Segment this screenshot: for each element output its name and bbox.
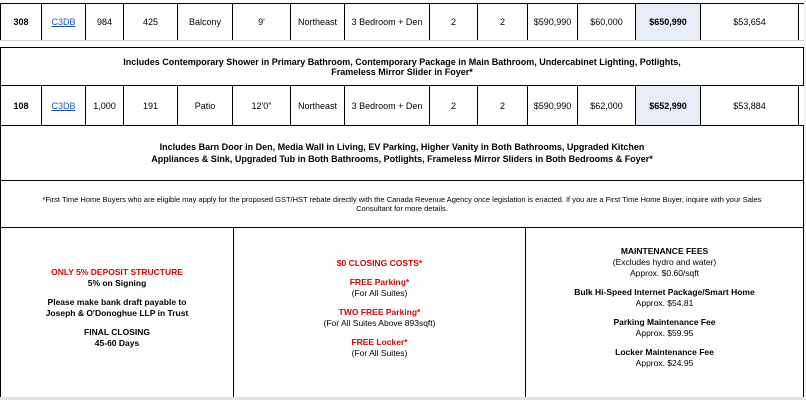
deposit-amount: $53,884 — [700, 86, 799, 125]
interior-sqft: 984 — [85, 4, 123, 40]
maintenance-fees-title: MAINTENANCE FEES — [620, 246, 709, 256]
final-closing-title: FINAL CLOSING — [84, 327, 150, 337]
perks-column — [233, 228, 525, 397]
parking-fee-value: Approx. $59.95 — [635, 328, 694, 338]
maintenance-fees-note: (Excludes hydro and water) — [612, 257, 717, 267]
outdoor-type: Balcony — [177, 4, 232, 40]
two-free-parking-title: TWO FREE Parking* — [338, 307, 421, 317]
maintenance-fees-value: Approx. $0.60/sqft — [630, 268, 699, 278]
unit-number: 308 — [0, 4, 41, 40]
free-parking-title: FREE Parking* — [349, 277, 410, 287]
free-locker-sub: (For All Suites) — [351, 348, 408, 358]
suite-row-308 — [0, 3, 804, 40]
suite-308-inclusions: Includes Contemporary Shower in Primary Bathroom, Contemporary Package in Main Bathroom, Undercabinet Lighting, Potlights, Frameless Mirror Slider in Foyer* — [0, 47, 804, 85]
model-link[interactable]: C3DB — [41, 86, 85, 125]
interior-sqft: 1,000 — [85, 86, 123, 125]
model-link[interactable]: C3DB — [41, 4, 85, 40]
bank-draft-line2: Joseph & O'Donoghue LLP in Trust — [45, 308, 189, 318]
suite-row-108 — [0, 85, 804, 125]
outdoor-sqft: 191 — [123, 86, 177, 125]
deposit-column — [1, 228, 233, 397]
deposit-headline: ONLY 5% DEPOSIT STRUCTURE — [51, 267, 183, 277]
locker-fee-title: Locker Maintenance Fee — [615, 347, 714, 357]
deposit-sub: 5% on Signing — [87, 278, 147, 288]
exposure: Northeast — [290, 4, 344, 40]
total-price: $650,990 — [635, 4, 700, 40]
parking-fee-title: Parking Maintenance Fee — [613, 317, 716, 327]
base-price: $590,990 — [527, 86, 577, 125]
outdoor-type: Patio — [177, 86, 232, 125]
bathrooms: 2 — [477, 4, 527, 40]
exposure: Northeast — [290, 86, 344, 125]
internet-package-value: Approx. $54.81 — [635, 298, 694, 308]
layout-type: 3 Bedroom + Den — [344, 4, 429, 40]
bedrooms: 2 — [429, 4, 477, 40]
closing-costs: $0 CLOSING COSTS* — [336, 258, 423, 268]
internet-package-title: Bulk Hi-Speed Internet Package/Smart Home — [574, 287, 755, 297]
outdoor-sqft: 425 — [123, 4, 177, 40]
bank-draft-line1: Please make bank draft payable to — [47, 297, 187, 307]
bathrooms: 2 — [477, 86, 527, 125]
bedrooms: 2 — [429, 86, 477, 125]
premium: $60,000 — [577, 4, 635, 40]
locker-fee-value: Approx. $24.95 — [635, 358, 694, 368]
free-parking-sub: (For All Suites) — [351, 288, 408, 298]
free-locker-title: FREE Locker* — [351, 337, 408, 347]
total-price: $652,990 — [635, 86, 700, 125]
fees-column — [525, 228, 803, 397]
two-free-parking-sub: (For All Suites Above 893sqft) — [323, 318, 436, 328]
final-closing-value: 45-60 Days — [94, 338, 140, 348]
layout-type: 3 Bedroom + Den — [344, 86, 429, 125]
gst-rebate-disclaimer: *First Time Home Buyers who are eligible may apply for the proposed GST/HST rebate directly with the Canada Revenue Agency once legislation is enacted. If you are a First Time Home Buyer, inquire with your Sales Consultant for more details. — [0, 180, 804, 227]
premium: $62,000 — [577, 86, 635, 125]
incentives-section — [0, 227, 804, 397]
base-price: $590,990 — [527, 4, 577, 40]
unit-number: 108 — [0, 86, 41, 125]
deposit-amount: $53,654 — [700, 4, 799, 40]
ceiling-height: 12'0" — [232, 86, 290, 125]
suite-108-inclusions: Includes Barn Door in Den, Media Wall in Living, EV Parking, Higher Vanity in Both Bathrooms, Upgraded Kitchen Appliances & Sink, Upgraded Tub in Both Bathrooms, Potlights, Frameless Mirror Sliders in Both Bedrooms & Foyer* — [0, 125, 804, 180]
ceiling-height: 9' — [232, 4, 290, 40]
